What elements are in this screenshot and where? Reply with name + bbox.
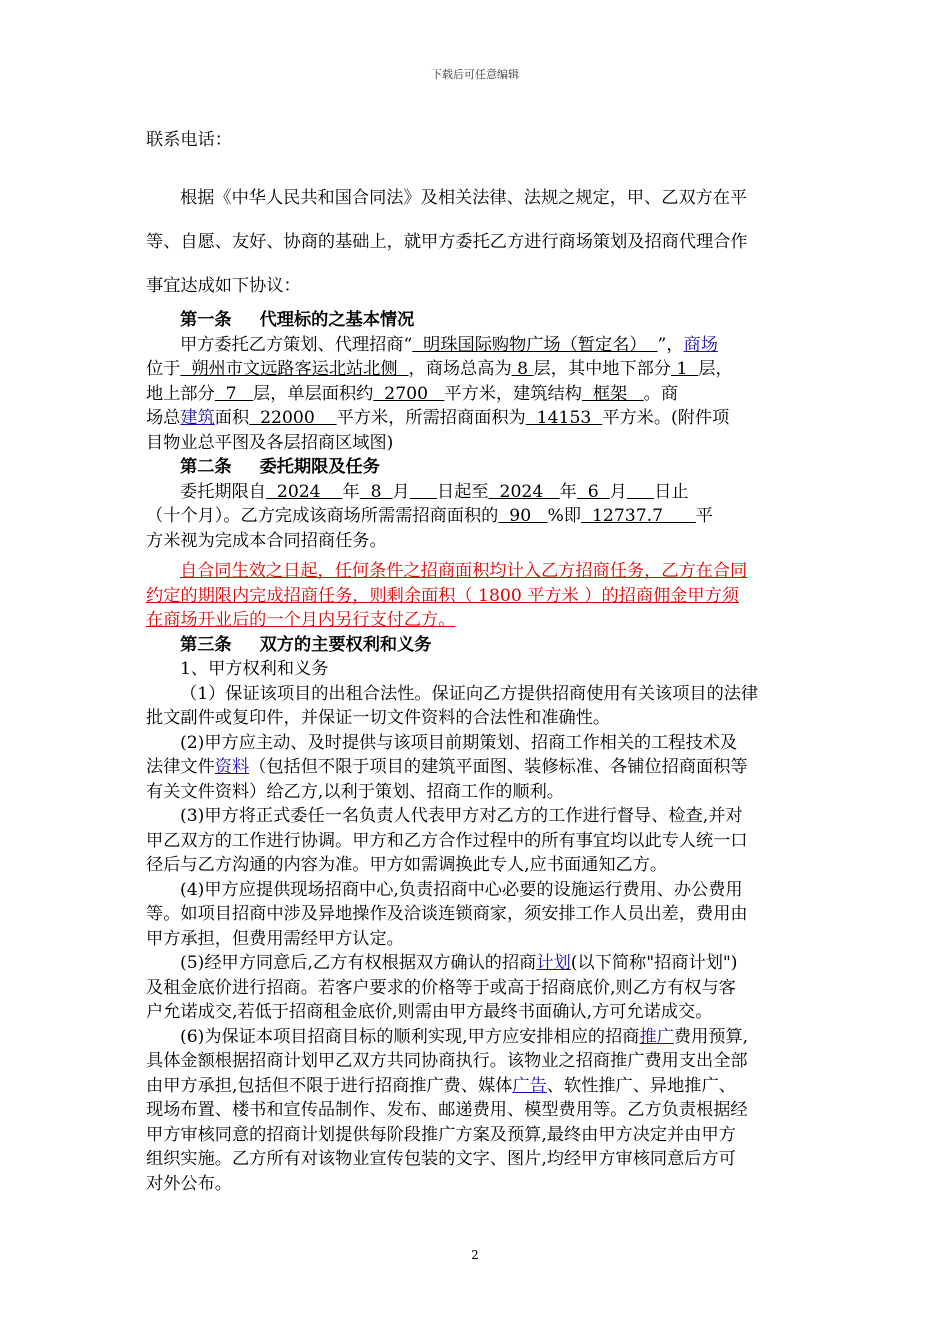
clause-5-line-2: 及租金底价进行招商。若客户要求的价格等于或高于招商底价,则乙方有权与客	[146, 977, 736, 998]
clause-6-line-3: 由甲方承担,包括但不限于进行招商推广费、媒体广告、软性推广、异地推广、	[146, 1075, 736, 1096]
article-1-line-4: 场总建筑面积 22000 平方米，所需招商面积为 14153 平方米。(附件项	[146, 408, 730, 428]
article-2-line-2: （十个月）。乙方完成该商场所需需招商面积的 90 %即 12737.7 平	[146, 506, 714, 526]
clause-2-line-2: 法律文件资料（包括但不限于项目的建筑平面图、装修标准、各铺位招商面积等	[146, 757, 748, 777]
document-body	[146, 118, 816, 1196]
article-2-red-line-1: 自合同生效之日起，任何条件之招商面积均计入乙方招商任务，乙方在合同	[180, 561, 748, 581]
link-jihua[interactable]: 计划	[536, 953, 571, 973]
intro-line-2: 等、自愿、友好、协商的基础上，就甲方委托乙方进行商场策划及招商代理合作	[146, 232, 748, 252]
clause-3-line-1: (3)甲方将正式委任一名负责人代表甲方对乙方的工作进行督导、检查,并对	[180, 806, 743, 826]
article-2-line-1: 委托期限自 2024 年 8 月 日起至 2024 年 6 月 日止	[180, 481, 689, 502]
clause-3-line-2: 甲乙双方的工作进行协调。甲方和乙方合作过程中的所有事宜均以此专人统一口	[146, 830, 748, 851]
intro-line-3: 事宜达成如下协议：	[146, 276, 301, 296]
article-2-title: 第二条 委托期限及任务	[180, 457, 380, 477]
clause-6-line-2: 具体金额根据招商计划甲乙双方共同协商执行。该物业之招商推广费用支出全部	[146, 1051, 748, 1071]
article-1-line-1: 甲方委托乙方策划、代理招商“ 明珠国际购物广场（暂定名） ”，商场	[180, 334, 718, 355]
clause-6-line-1: (6)为保证本项目招商目标的顺利实现,甲方应安排相应的招商推广费用预算,	[180, 1026, 749, 1047]
clause-6-line-6: 组织实施。乙方所有对该物业宣传包装的文字、图片,均经甲方审核同意后方可	[146, 1149, 736, 1169]
article-2-line-3: 方米视为完成本合同招商任务。	[146, 530, 387, 551]
clause-2-line-3: 有关文件资料）给乙方,以利于策划、招商工作的顺利。	[146, 781, 564, 802]
link-ziliao[interactable]: 资料	[214, 757, 250, 777]
intro-line-1: 根据《中华人民共和国合同法》及相关法律、法规之规定，甲、乙双方在平	[180, 188, 748, 208]
link-shangchang[interactable]: 商场	[683, 334, 718, 355]
clause-4-line-1: (4)甲方应提供现场招商中心,负责招商中心必要的设施运行费用、办公费用	[180, 879, 743, 900]
clause-3-line-3: 径后与乙方沟通的内容为准。甲方如需调换此专人,应书面通知乙方。	[146, 855, 668, 875]
article-2-red-line-3: 在商场开业后的一个月内另行支付乙方。	[146, 610, 456, 630]
clause-1-line-2: 批文副件或复印件，并保证一切文件资料的合法性和准确性。	[146, 708, 611, 728]
article-1-title: 第一条 代理标的之基本情况	[180, 310, 415, 330]
clause-2-line-1: (2)甲方应主动、及时提供与该项目前期策划、招商工作相关的工程技术及	[180, 732, 738, 753]
contact-phone: 联系电话：	[146, 130, 232, 150]
page-number: 2	[471, 1248, 479, 1262]
clause-5-line-3: 户允诺成交,若低于招商租金底价,则需由甲方最终书面确认,方可允诺成交。	[146, 1002, 713, 1022]
clause-6-line-7: 对外公布。	[146, 1173, 232, 1194]
article-3-subtitle: 1、甲方权利和义务	[180, 659, 329, 679]
link-jianzhu[interactable]: 建筑	[180, 408, 215, 428]
clause-6-line-4: 现场布置、楼书和宣传品制作、发布、邮递费用、模型费用等。乙方负责根据经	[146, 1100, 748, 1120]
article-1-line-2: 位于 朔州市文远路客运北站北侧 ，商场总高为 8 层，其中地下部分 1 层，	[146, 359, 733, 379]
link-guanggao[interactable]: 广告	[512, 1075, 547, 1096]
article-1-line-5: 目物业总平图及各层招商区域图)	[146, 432, 394, 453]
clause-4-line-2: 等。如项目招商中涉及异地操作及洽谈连锁商家，须安排工作人员出差，费用由	[146, 904, 748, 924]
clause-6-line-5: 甲方审核同意的招商计划提供每阶段推广方案及预算,最终由甲方决定并由甲方	[146, 1124, 736, 1145]
clause-5-line-1: (5)经甲方同意后,乙方有权根据双方确认的招商计划(以下简称"招商计划")	[180, 953, 738, 973]
page-header: 下载后可任意编辑	[431, 68, 519, 81]
article-3-title: 第三条 双方的主要权利和义务	[180, 634, 432, 655]
article-1-line-3: 地上部分 7 层，单层面积约 2700 平方米，建筑结构 框架 。商	[146, 383, 679, 404]
link-tuiguang[interactable]: 推广	[639, 1026, 674, 1047]
article-2-red-line-2: 约定的期限内完成招商任务，则剩余面积（ 1800 平方米 ）的招商佣金甲方须	[146, 585, 739, 606]
clause-1-line-1: （1）保证该项目的出租合法性。保证向乙方提供招商使用有关该项目的法律	[180, 683, 759, 704]
clause-4-line-3: 甲方承担，但费用需经甲方认定。	[146, 928, 404, 949]
